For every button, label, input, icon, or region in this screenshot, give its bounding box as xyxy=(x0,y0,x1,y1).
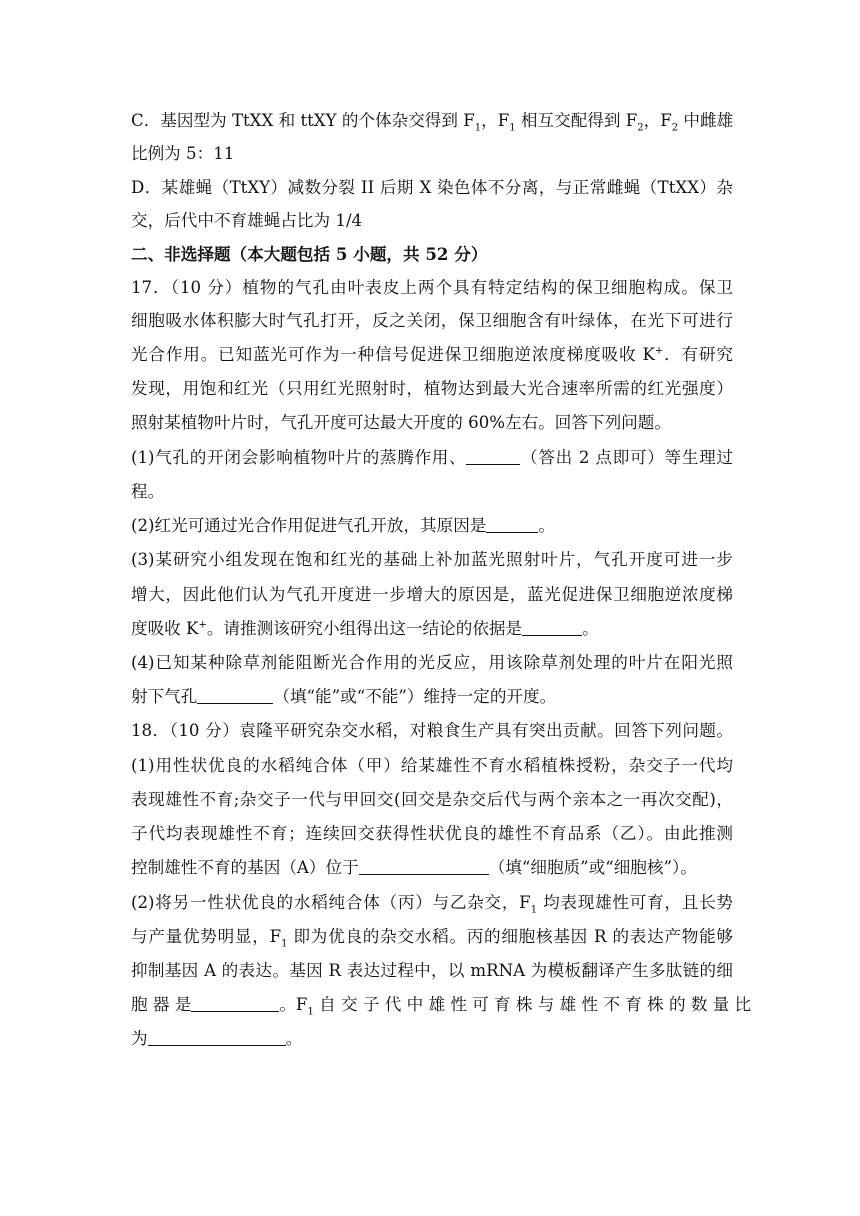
q17-part4-line-1: (4)已知某种除草剂能阻断光合作用的光反应，用该除草剂处理的叶片在阳光照 xyxy=(131,653,733,672)
q18-part2-line-2: 与产量优势明显，$F_1$ 即为优良的杂交水稻。丙的细胞核基因 R 的表达产物能够 xyxy=(131,927,734,950)
q17-stem-line-2: 细胞吸水体积膨大时气孔打开，反之关闭，保卫细胞含有叶绿体，在光下可进行 xyxy=(131,311,733,330)
q17-part2-line: (2)红光可通过光合作用促进气孔开放，其原因是 。 xyxy=(131,516,555,535)
answer-blank xyxy=(466,448,520,465)
q18-part1-line-3: 子代均表现雄性不育；连续回交获得性状优良的雄性不育品系（乙）。由此推测 xyxy=(131,824,733,843)
q18-part2-line-3: 抑制基因 A 的表达。基因 R 表达过程中，以 mRNA 为模板翻译产生多肽链的细 xyxy=(131,961,733,980)
q18-part1-line-1: (1)用性状优良的水稻纯合体（甲）给某雄性不育水稻植株授粉，杂交子一代均 xyxy=(131,756,733,775)
option-c-line-1: C．基因型为 TtXX 和 ttXY 的个体杂交得到 $F_1$，$F_1$ 相互交配得到 $F_2$，$F_2$ 中雌雄 xyxy=(131,111,734,134)
option-d-line-2: 交，后代中不育雄蝇占比为 1/4 xyxy=(131,211,363,230)
option-c-line-2: 比例为 5：11 xyxy=(131,144,235,163)
q18-part2-line-4: 胞 器 是 。$F_1$ 自 交 子 代 中 雄 性 可 育 株 与 雄 性 不 育 株 的 数 量 比 xyxy=(131,995,752,1018)
q17-stem-line-4: 发现，用饱和红光（只用红光照射时，植物达到最大光合速率所需的红光强度） xyxy=(131,379,733,398)
q17-part1-line-2: 程。 xyxy=(131,482,165,501)
q18-part2-line-5: 为 。 xyxy=(131,1029,303,1048)
answer-blank xyxy=(522,619,582,636)
q17-part3-line-3: 度吸收 K+。请推测该研究小组得出这一结论的依据是 。 xyxy=(131,619,599,638)
q17-stem-line-1: 17．（10 分）植物的气孔由叶表皮上两个具有特定结构的保卫细胞构成。保卫 xyxy=(131,278,733,297)
q17-part4-line-2: 射下气孔 （填“能”或“不能”）维持一定的开度。 xyxy=(131,687,557,706)
answer-blank xyxy=(191,995,279,1012)
q17-stem-line-3: 光合作用。已知蓝光可作为一种信号促进保卫细胞逆浓度梯度吸收 K+．有研究 xyxy=(131,345,734,364)
answer-blank xyxy=(486,516,538,533)
q17-part3-line-2: 增大，因此他们认为气孔开度进一步增大的原因是，蓝光促进保卫细胞逆浓度梯 xyxy=(131,585,733,604)
option-d-line-1: D．某雄蝇（TtXY）减数分裂 II 后期 X 染色体不分离，与正常雌蝇（TtXX）杂 xyxy=(131,178,733,197)
q17-stem-line-5: 照射某植物叶片时，气孔开度可达最大开度的 60%左右。回答下列问题。 xyxy=(131,413,671,432)
q18-part2-line-1: (2)将另一性状优良的水稻纯合体（丙）与乙杂交，$F_1$ 均表现雄性可育，且长势 xyxy=(131,893,733,916)
q18-part1-line-2: 表现雄性不育;杂交子一代与甲回交(回交是杂交后代与两个亲本之一再次交配)， xyxy=(131,790,733,809)
answer-blank xyxy=(148,1029,286,1046)
q18-stem-line: 18．（10 分）袁隆平研究杂交水稻，对粮食生产具有突出贡献。回答下列问题。 xyxy=(131,721,733,740)
answer-blank xyxy=(197,687,273,704)
q17-part3-line-1: (3)某研究小组发现在饱和红光的基础上补加蓝光照射叶片，气孔开度可进一步 xyxy=(131,550,733,569)
q17-part1-line-1: (1)气孔的开闭会影响植物叶片的蒸腾作用、 （答出 2 点即可）等生理过 xyxy=(131,448,733,467)
q18-part1-line-4: 控制雄性不育的基因（A）位于 （填“细胞质”或“细胞核”）。 xyxy=(131,858,697,877)
section-heading: 二、非选择题（本大题包括 5 小题，共 52 分） xyxy=(131,244,488,264)
answer-blank xyxy=(359,858,489,875)
